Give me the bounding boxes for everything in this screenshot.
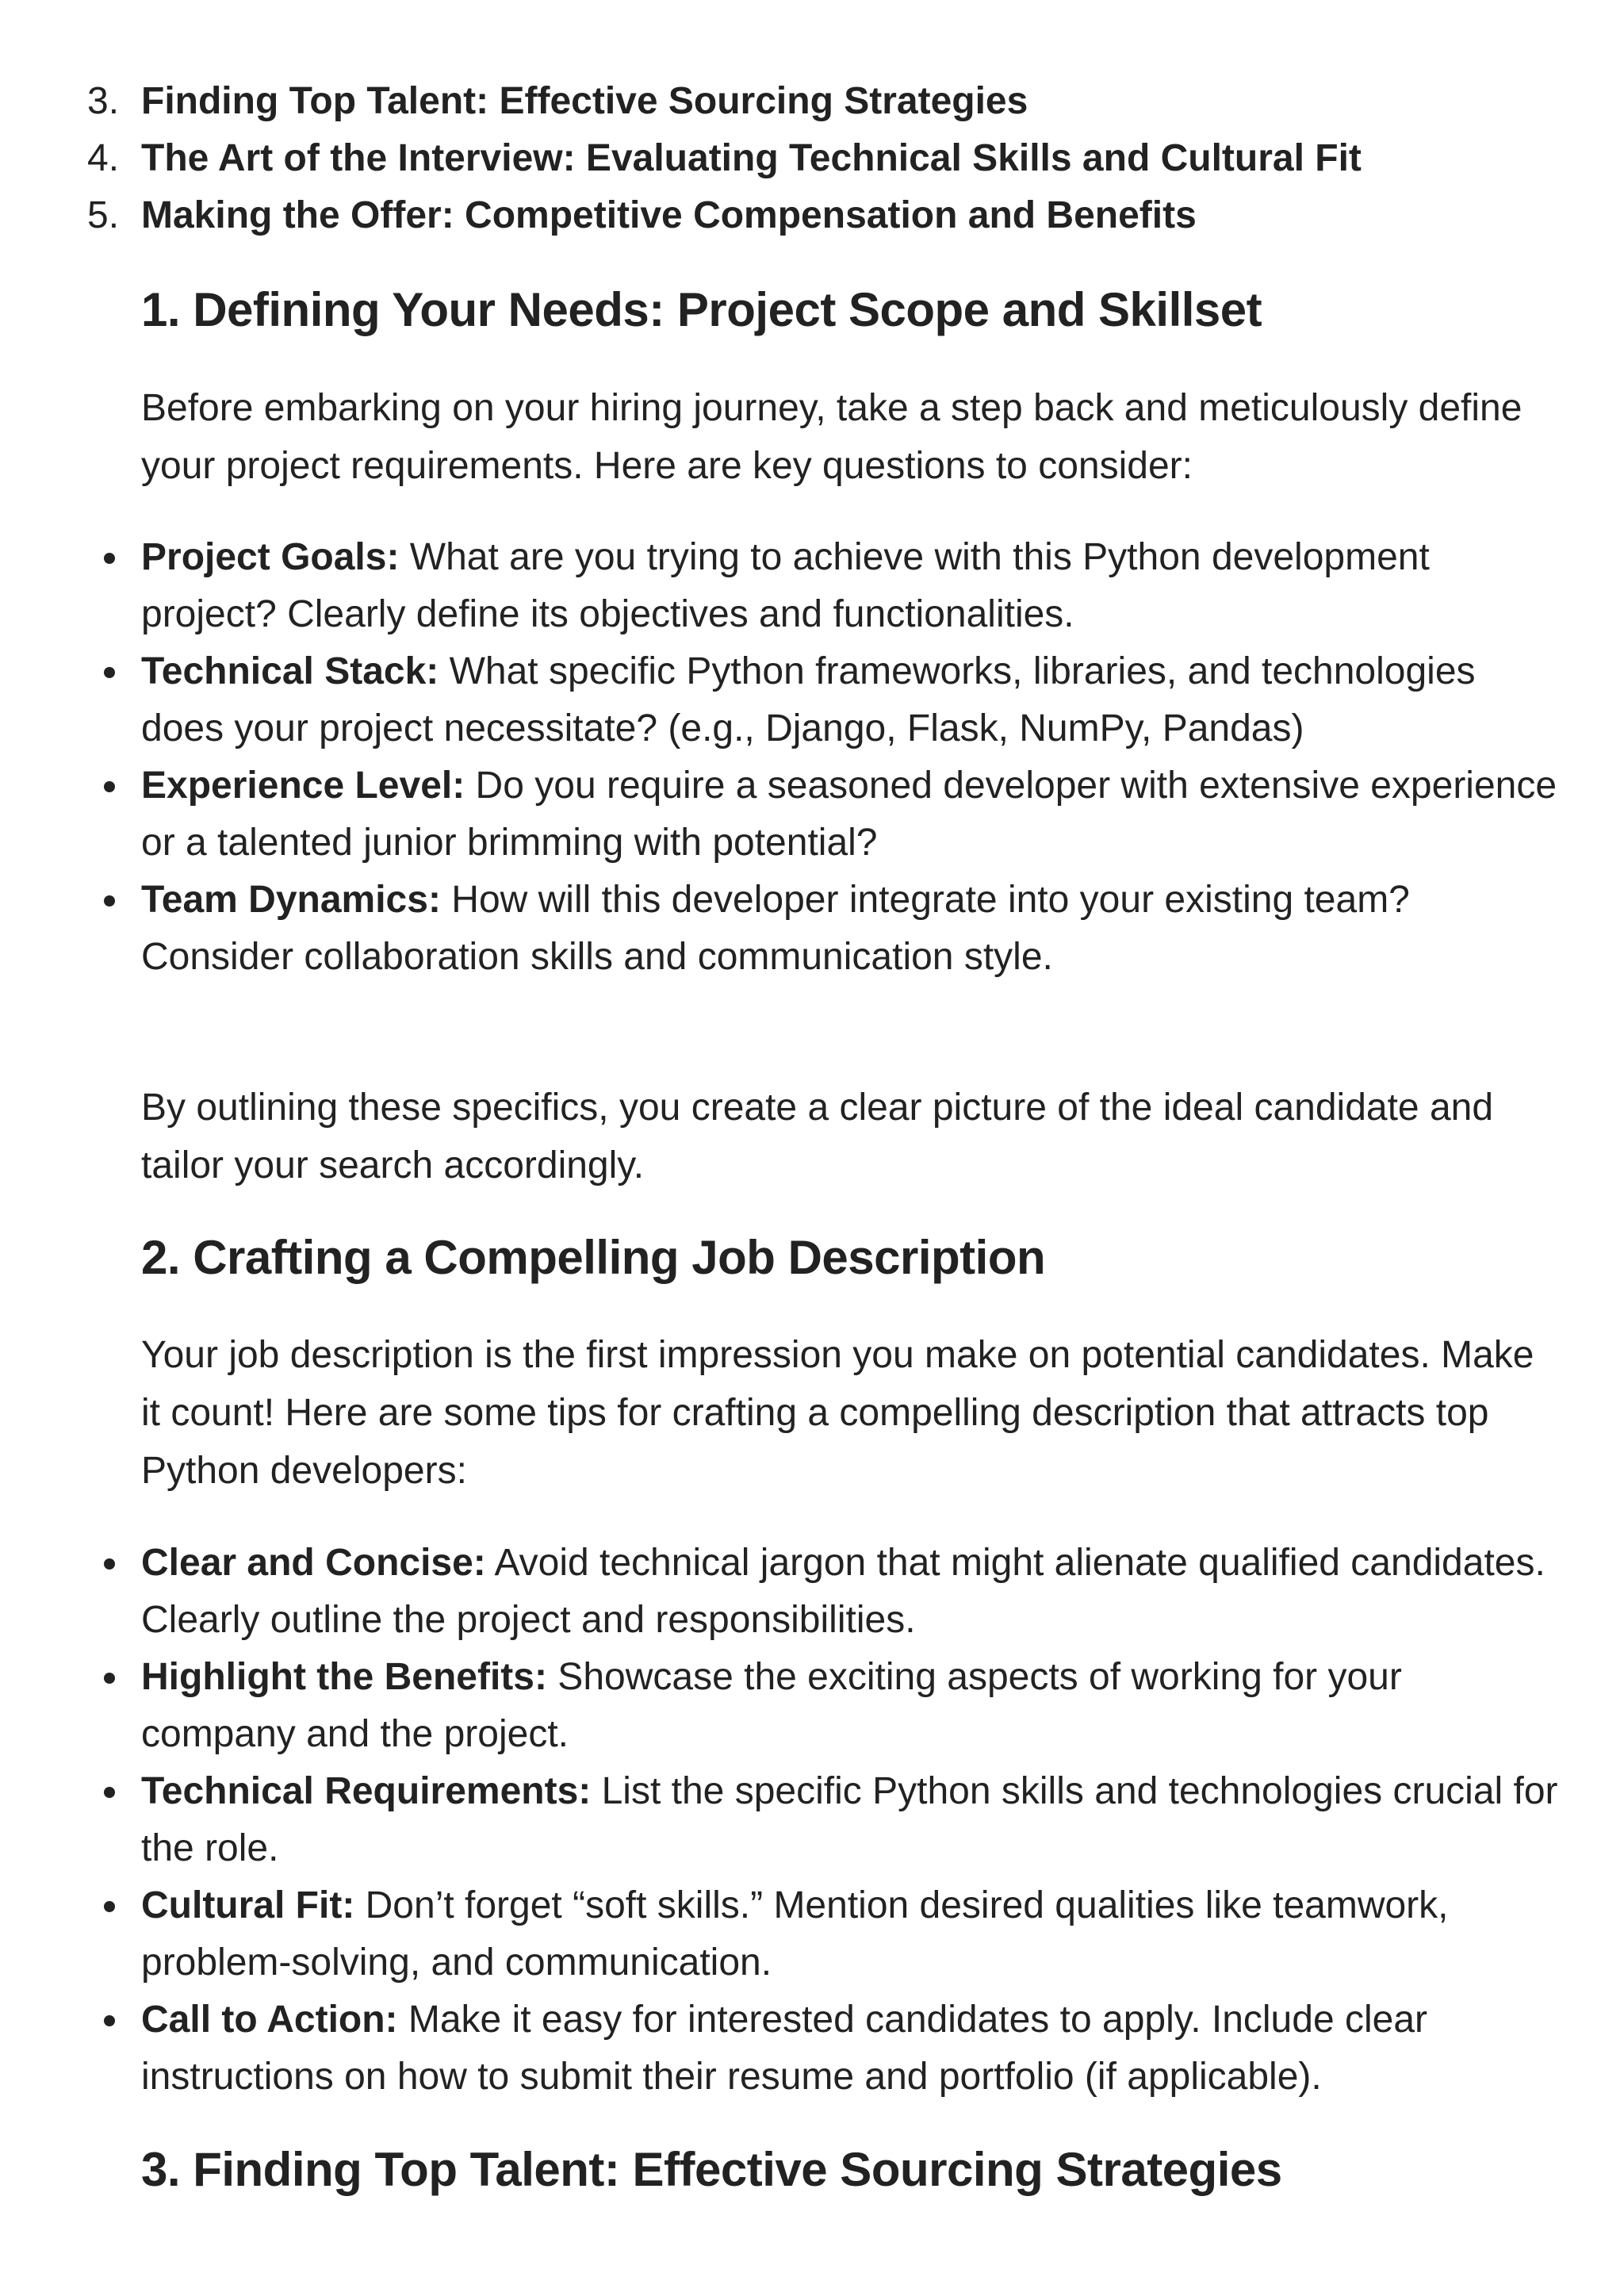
list-item-label: Clear and Concise:	[141, 1542, 486, 1584]
list-item-label: Team Dynamics:	[141, 879, 441, 921]
list-item	[141, 529, 1561, 643]
toc-item[interactable]	[87, 73, 1562, 130]
bullet-icon	[104, 1673, 115, 1684]
toc-number: 3.	[87, 80, 120, 122]
list-item-text: How will this developer integrate into your existing team? Consider collaboration skills and communication style.	[141, 879, 1410, 978]
bullet-icon	[104, 553, 115, 564]
section-1-intro: Before embarking on your hiring journey, take a step back and meticulously define your project requirements. Here are key questions to consider:	[141, 387, 1522, 487]
list-item-label: Cultural Fit:	[141, 1884, 355, 1926]
bullet-icon	[104, 781, 115, 792]
section-1-list	[141, 529, 1561, 986]
list-item-text: Do you require a seasoned developer with extensive experience or a talented junior brimming with potential?	[141, 765, 1557, 864]
list-item-label: Technical Stack:	[141, 650, 439, 692]
list-item	[141, 757, 1561, 872]
list-item-text: What are you trying to achieve with this Python development project? Clearly define its objectives and functionalities.	[141, 536, 1430, 635]
list-item	[141, 872, 1561, 986]
toc-item[interactable]	[87, 187, 1562, 244]
toc-link[interactable]: The Art of the Interview: Evaluating Technical Skills and Cultural Fit	[141, 137, 1362, 179]
list-item-label: Technical Requirements:	[141, 1770, 592, 1812]
bullet-icon	[104, 895, 115, 907]
list-item-text: Don’t forget “soft skills.” Mention desired qualities like teamwork, problem-solving, and communication.	[141, 1884, 1449, 1984]
list-item-label: Project Goals:	[141, 536, 400, 578]
list-item	[141, 643, 1561, 757]
toc-link[interactable]: Finding Top Talent: Effective Sourcing Strategies	[141, 80, 1028, 122]
list-item-label: Call to Action:	[141, 1999, 398, 2041]
section-1-heading: 1. Defining Your Needs: Project Scope and Skillset	[141, 283, 1262, 336]
list-item-text: What specific Python frameworks, libraries, and technologies does your project necessitate? (e.g., Django, Flask, NumPy, Pandas)	[141, 650, 1476, 749]
list-item-label: Experience Level:	[141, 765, 465, 807]
toc-link[interactable]: Making the Offer: Competitive Compensation and Benefits	[141, 194, 1197, 236]
list-item-text: Showcase the exciting aspects of working for your company and the project.	[141, 1656, 1402, 1755]
bullet-icon	[104, 1558, 115, 1570]
bullet-icon	[104, 1901, 115, 1912]
bullet-icon	[104, 2015, 115, 2026]
toc-number: 4.	[87, 137, 120, 179]
list-item	[141, 1991, 1561, 2106]
section-1-outro: By outlining these specifics, you create a clear picture of the ideal candidate and tailor your search accordingly.	[141, 1087, 1494, 1186]
list-item-text: Avoid technical jargon that might alienate qualified candidates. Clearly outline the project and responsibilities.	[141, 1542, 1545, 1641]
bullet-icon	[104, 1787, 115, 1798]
list-item	[141, 1649, 1561, 1763]
section-2-heading: 2. Crafting a Compelling Job Description	[141, 1231, 1046, 1284]
list-item	[141, 1535, 1561, 1649]
section-3-heading: 3. Finding Top Talent: Effective Sourcing Strategies	[141, 2143, 1282, 2196]
section-2-intro: Your job description is the first impression you make on potential candidates. Make it count! Here are some tips for crafting a compelling description that attracts top Python developers:	[141, 1334, 1534, 1492]
table-of-contents	[87, 73, 1562, 244]
list-item-text: Make it easy for interested candidates to apply. Include clear instructions on how to submit their resume and portfolio (if applicable).	[141, 1999, 1428, 2098]
toc-number: 5.	[87, 194, 120, 236]
section-2-list	[141, 1535, 1561, 2106]
list-item	[141, 1763, 1561, 1877]
list-item-text: List the specific Python skills and technologies crucial for the role.	[141, 1770, 1558, 1869]
bullet-icon	[104, 667, 115, 678]
list-item	[141, 1877, 1561, 1991]
list-item-label: Highlight the Benefits:	[141, 1656, 547, 1698]
toc-item[interactable]	[87, 130, 1562, 187]
